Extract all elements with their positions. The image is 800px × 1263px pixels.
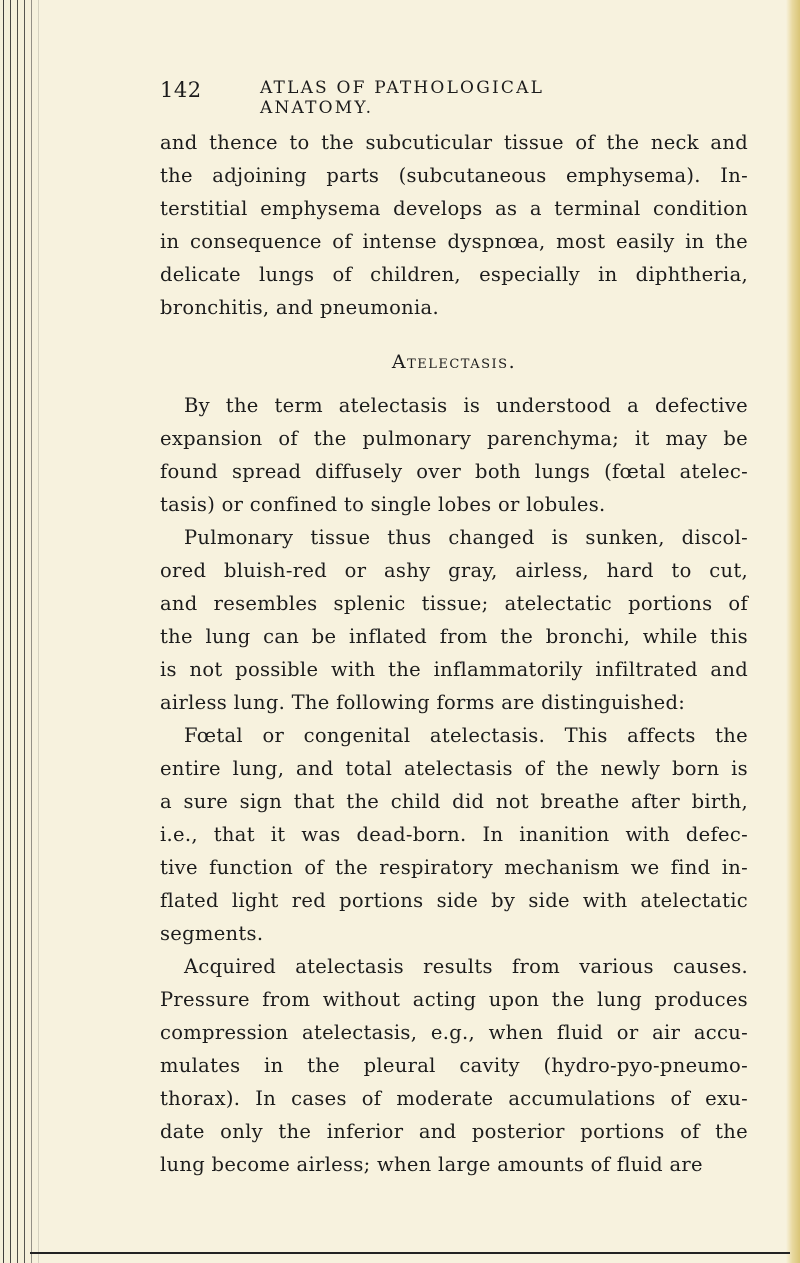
text-line: expansion of the pulmonary parenchyma; it may be [160,427,748,450]
text-line: lung become airless; when large amounts of fluid are [160,1153,703,1176]
text-line: the adjoining parts (subcutaneous emphysema). In- [160,164,748,187]
paragraph-2 [160,389,748,521]
text-line: and resembles splenic tissue; atelectatic portions of [160,592,748,615]
text-line: the lung can be inflated from the bronchi, while this [160,625,748,648]
paragraph-5 [160,950,748,1181]
text-line: is not possible with the inflammatorily infiltrated and [160,658,748,681]
text-line: terstitial emphysema develops as a terminal condition [160,197,748,220]
bottom-edge-line [30,1252,790,1254]
text-line: thorax). In cases of moderate accumulations of exu- [160,1087,748,1110]
text-line: By the term atelectasis is understood a defective [184,394,748,417]
text-line: tive function of the respiratory mechanism we find in- [160,856,748,879]
text-line: a sure sign that the child did not breathe after birth, [160,790,748,813]
page-edge [786,0,800,1263]
text-line: segments. [160,922,264,945]
text-line: mulates in the pleural cavity (hydro-pyo-pneumo- [160,1054,748,1077]
text-line: compression atelectasis, e.g., when fluid or air accu- [160,1021,748,1044]
paragraph-1 [160,126,748,324]
text-line: flated light red portions side by side with atelectatic [160,889,748,912]
text-line: in consequence of intense dyspnœa, most easily in the [160,230,748,253]
text-line: bronchitis, and pneumonia. [160,296,439,319]
text-line: Pulmonary tissue thus changed is sunken, discol- [184,526,748,549]
body-text [160,126,748,1181]
text-line: and thence to the subcuticular tissue of the neck and [160,131,748,154]
page-number: 142 [160,78,202,102]
text-line: Acquired atelectasis results from various causes. [184,955,748,978]
text-line: tasis) or confined to single lobes or lobules. [160,493,606,516]
paragraph-4 [160,719,748,950]
text-line: i.e., that it was dead-born. In inanition with defec- [160,823,748,846]
text-line: found spread diffusely over both lungs (fœtal atelec- [160,460,748,483]
text-line: date only the inferior and posterior portions of the [160,1120,748,1143]
running-head: ATLAS OF PATHOLOGICAL ANATOMY. [260,78,545,118]
section-heading: Atelectasis. [391,351,517,373]
text-line: airless lung. The following forms are distinguished: [160,691,686,714]
page-header [160,78,660,118]
gutter-shading [0,0,42,1263]
text-line: ored bluish-red or ashy gray, airless, hard to cut, [160,559,748,582]
text-line: entire lung, and total atelectasis of the newly born is [160,757,748,780]
paragraph-3 [160,521,748,719]
text-line: Fœtal or congenital atelectasis. This affects the [184,724,748,747]
text-line: delicate lungs of children, especially in diphtheria, [160,263,748,286]
text-line: Pressure from without acting upon the lung produces [160,988,748,1011]
